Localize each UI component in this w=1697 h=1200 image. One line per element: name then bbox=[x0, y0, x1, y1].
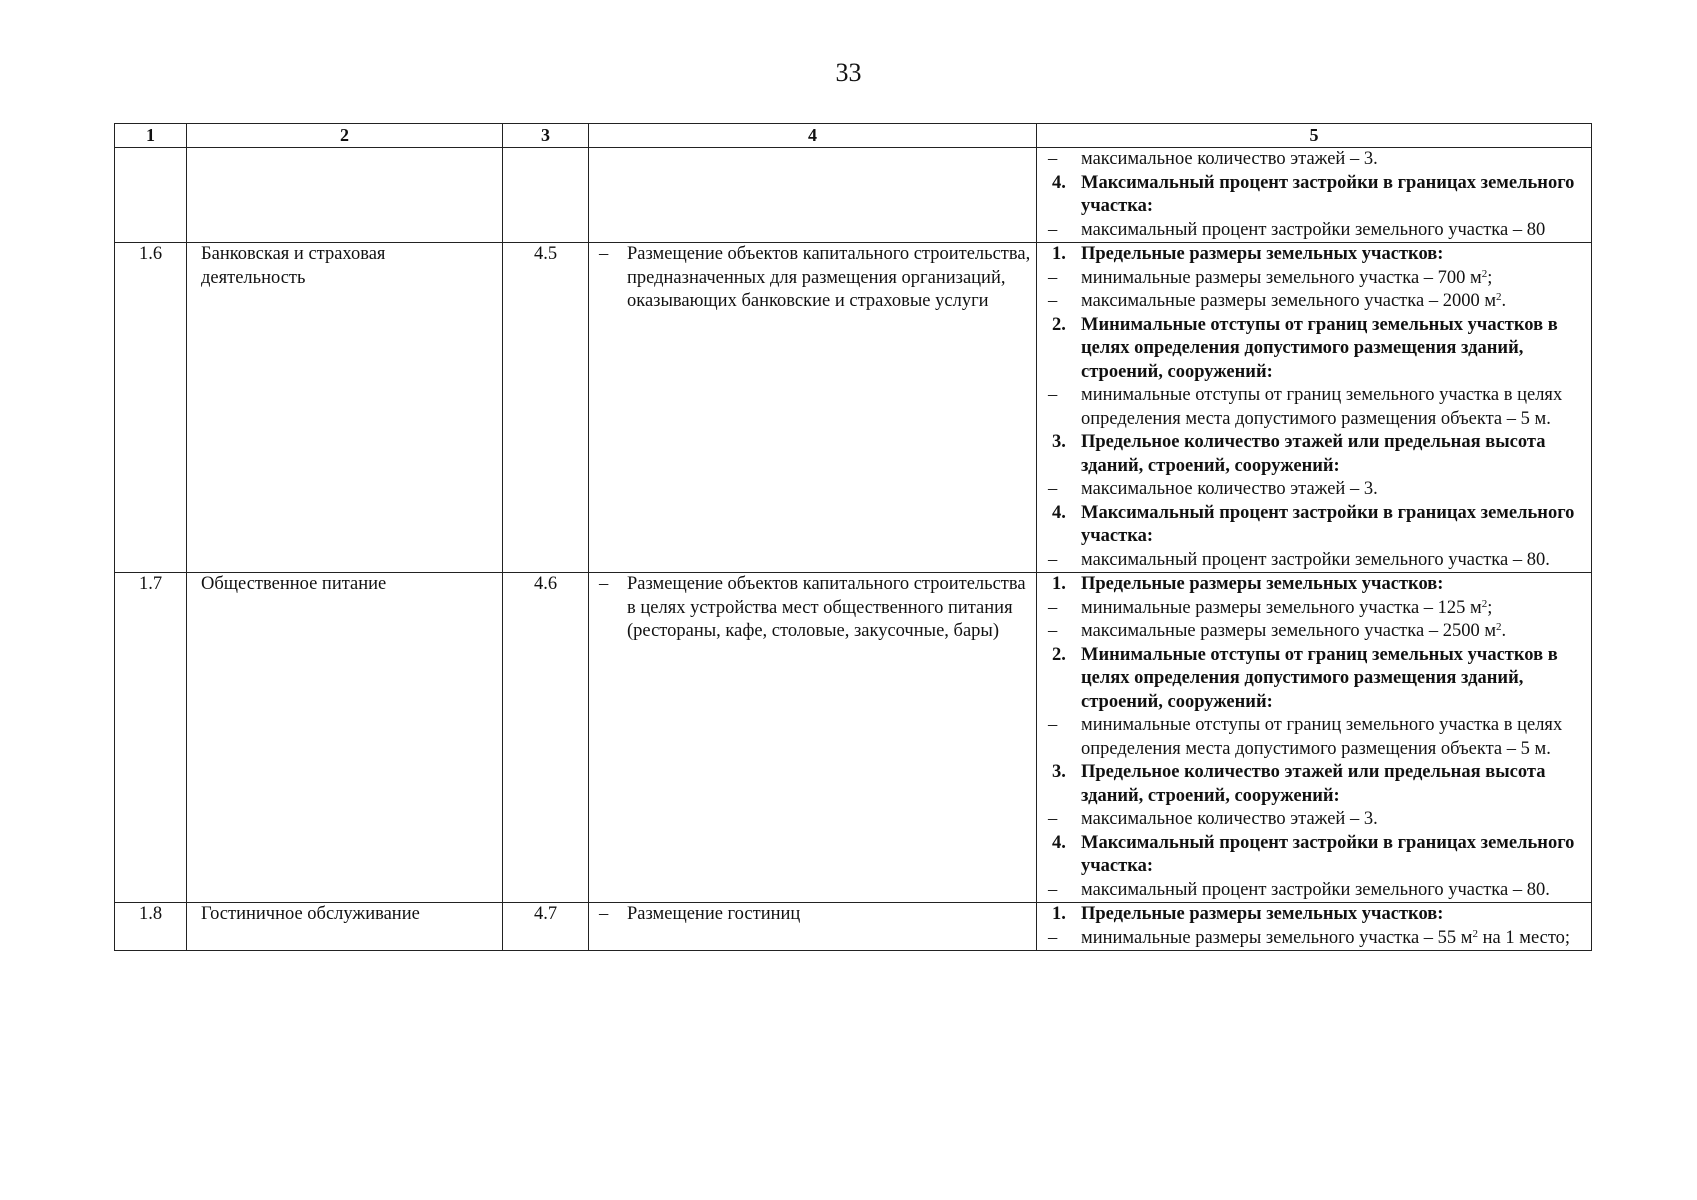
parameter-heading bbox=[1043, 243, 1583, 267]
parameter-text-main: Минимальные отступы от границ земельных участков в целях определения допустимого размещения зданий, строений, сооружений: bbox=[1081, 644, 1558, 712]
dash-marker: – bbox=[1048, 267, 1058, 288]
parameter-heading bbox=[1043, 314, 1583, 385]
parameter-text bbox=[1081, 219, 1583, 243]
dash-marker: – bbox=[599, 574, 609, 594]
use-code-cell bbox=[503, 903, 589, 951]
parameter-text bbox=[1081, 148, 1583, 172]
parameter-text-suffix: на 1 место; bbox=[1478, 927, 1571, 948]
row-number-cell bbox=[115, 903, 187, 951]
parameter-text-main: максимальное количество этажей – 3. bbox=[1081, 809, 1378, 829]
description-item bbox=[589, 573, 1036, 644]
parameter-item bbox=[1043, 808, 1583, 832]
use-name-cell bbox=[187, 148, 503, 243]
parameter-text-main: максимальное количество этажей – 3. bbox=[1081, 149, 1378, 169]
use-name: Общественное питание bbox=[201, 574, 387, 594]
column-header: 1 bbox=[115, 124, 187, 148]
table-row bbox=[115, 573, 1592, 903]
parameter-text-suffix: . bbox=[1501, 291, 1507, 311]
description-text: Размещение объектов капитального строительства в целях устройства мест общественного питания (рестораны, кафе, столовые, закусочные, бары) bbox=[627, 574, 1026, 641]
use-code: 4.6 bbox=[533, 574, 558, 594]
row-number: 1.8 bbox=[138, 904, 163, 924]
parameter-text-main: максимальный процент застройки земельного участка – 80. bbox=[1081, 549, 1550, 570]
parameter-text bbox=[1081, 620, 1583, 644]
parameter-item bbox=[1043, 267, 1583, 291]
table-row bbox=[115, 243, 1592, 573]
use-name: Банковская и страховая деятельность bbox=[201, 244, 386, 288]
parameter-text bbox=[1081, 384, 1583, 431]
superscript: 2 bbox=[1481, 597, 1488, 610]
use-name: Гостиничное обслуживание bbox=[201, 904, 420, 924]
use-name-cell bbox=[187, 573, 503, 903]
parameter-item bbox=[1043, 620, 1583, 644]
parameters-cell bbox=[1037, 148, 1592, 243]
row-number-cell bbox=[115, 243, 187, 573]
parameter-text-main: Предельные размеры земельных участков: bbox=[1081, 904, 1444, 924]
parameter-heading bbox=[1043, 832, 1583, 879]
parameter-text bbox=[1081, 714, 1583, 761]
dash-marker: – bbox=[1048, 715, 1058, 735]
parameter-item bbox=[1043, 219, 1583, 243]
heading-number: 3. bbox=[1052, 762, 1066, 782]
heading-text bbox=[1081, 314, 1583, 385]
use-code: 4.5 bbox=[533, 244, 558, 264]
heading-text bbox=[1081, 243, 1583, 267]
parameter-item bbox=[1043, 879, 1583, 903]
dash-marker: – bbox=[1048, 479, 1058, 499]
parameter-item bbox=[1043, 290, 1583, 314]
row-number: 1.6 bbox=[138, 244, 163, 264]
parameter-heading bbox=[1043, 172, 1583, 219]
dash-marker: – bbox=[1048, 809, 1058, 829]
parameter-text bbox=[1081, 808, 1583, 832]
heading-text bbox=[1081, 644, 1583, 715]
heading-number: 4. bbox=[1052, 502, 1066, 523]
parameter-text-main: Минимальные отступы от границ земельных участков в целях определения допустимого размещения зданий, строений, сооружений: bbox=[1081, 314, 1558, 382]
dash-marker: – bbox=[599, 904, 609, 924]
parameter-text-main: Максимальный процент застройки в границах земельного участка: bbox=[1081, 172, 1575, 216]
parameter-item bbox=[1043, 597, 1583, 621]
heading-text bbox=[1081, 502, 1583, 549]
parameter-text-suffix: ; bbox=[1487, 267, 1493, 288]
use-description-cell bbox=[589, 573, 1037, 903]
superscript: 2 bbox=[1496, 621, 1502, 633]
heading-number: 2. bbox=[1052, 314, 1066, 335]
superscript: 2 bbox=[1496, 291, 1502, 303]
dash-marker: – bbox=[1048, 219, 1058, 240]
description-text: Размещение гостиниц bbox=[627, 904, 801, 924]
parameter-item bbox=[1043, 714, 1583, 761]
parameter-text-main: минимальные размеры земельного участка – 125 м bbox=[1081, 597, 1482, 618]
dash-marker: – bbox=[1048, 549, 1058, 570]
dash-marker: – bbox=[1048, 597, 1058, 618]
parameter-text-main: Максимальный процент застройки в границах земельного участка: bbox=[1081, 502, 1575, 546]
parameter-text-main: максимальное количество этажей – 3. bbox=[1081, 479, 1378, 499]
use-code-cell bbox=[503, 243, 589, 573]
dash-marker: – bbox=[1048, 385, 1058, 405]
heading-text bbox=[1081, 761, 1583, 808]
parameter-text-main: Максимальный процент застройки в границах земельного участка: bbox=[1081, 832, 1575, 876]
parameter-text-main: Предельные размеры земельных участков: bbox=[1081, 244, 1444, 264]
heading-number: 1. bbox=[1052, 904, 1066, 924]
table-row bbox=[115, 903, 1592, 951]
dash-marker: – bbox=[1048, 291, 1058, 311]
row-number: 1.7 bbox=[138, 574, 163, 594]
column-header: 5 bbox=[1037, 124, 1592, 148]
parameters-cell bbox=[1037, 243, 1592, 573]
heading-number: 4. bbox=[1052, 832, 1066, 853]
parameter-text bbox=[1081, 549, 1583, 573]
use-description-cell bbox=[589, 903, 1037, 951]
parameters-cell bbox=[1037, 903, 1592, 951]
parameter-item bbox=[1043, 384, 1583, 431]
dash-marker: – bbox=[599, 244, 609, 264]
use-code-cell bbox=[503, 148, 589, 243]
heading-number: 2. bbox=[1052, 644, 1066, 665]
parameter-text-main: Предельные размеры земельных участков: bbox=[1081, 574, 1444, 594]
use-name-cell bbox=[187, 243, 503, 573]
description-item bbox=[589, 903, 1036, 927]
parameter-text-main: минимальные отступы от границ земельного участка в целях определения места допустимого размещения объекта – 5 м. bbox=[1081, 715, 1563, 759]
parameter-text bbox=[1081, 597, 1583, 621]
table-row bbox=[115, 148, 1592, 243]
dash-marker: – bbox=[1048, 621, 1058, 641]
row-number-cell bbox=[115, 148, 187, 243]
heading-text bbox=[1081, 903, 1583, 927]
zoning-table bbox=[114, 123, 1592, 951]
use-code: 4.7 bbox=[533, 904, 558, 924]
parameter-text-suffix: ; bbox=[1487, 597, 1493, 618]
heading-number: 1. bbox=[1052, 244, 1066, 264]
heading-number: 3. bbox=[1052, 432, 1066, 452]
parameter-heading bbox=[1043, 431, 1583, 478]
parameter-text-main: минимальные размеры земельного участка – 55 м bbox=[1081, 927, 1473, 948]
use-description-cell bbox=[589, 243, 1037, 573]
parameter-item bbox=[1043, 148, 1583, 172]
parameter-text bbox=[1081, 267, 1583, 291]
parameter-text-main: максимальные размеры земельного участка – 2000 м bbox=[1081, 291, 1497, 311]
parameter-heading bbox=[1043, 502, 1583, 549]
superscript: 2 bbox=[1481, 267, 1488, 280]
use-code-cell bbox=[503, 573, 589, 903]
row-number-cell bbox=[115, 573, 187, 903]
dash-marker: – bbox=[1048, 927, 1058, 948]
parameter-item bbox=[1043, 549, 1583, 573]
parameter-text bbox=[1081, 290, 1583, 314]
heading-number: 4. bbox=[1052, 172, 1066, 193]
heading-text bbox=[1081, 832, 1583, 879]
parameter-text-suffix: . bbox=[1501, 621, 1507, 641]
parameter-text-main: Предельное количество этажей или предельная высота зданий, строений, сооружений: bbox=[1081, 762, 1546, 806]
heading-text bbox=[1081, 431, 1583, 478]
superscript: 2 bbox=[1472, 927, 1478, 940]
parameter-heading bbox=[1043, 573, 1583, 597]
column-header: 4 bbox=[589, 124, 1037, 148]
parameter-item bbox=[1043, 927, 1583, 951]
column-header: 2 bbox=[187, 124, 503, 148]
parameter-text bbox=[1081, 478, 1583, 502]
parameter-text bbox=[1081, 927, 1583, 951]
parameter-text bbox=[1081, 879, 1583, 903]
heading-text bbox=[1081, 573, 1583, 597]
use-name-cell bbox=[187, 903, 503, 951]
parameter-text-main: максимальный процент застройки земельного участка – 80 bbox=[1081, 219, 1546, 240]
parameter-item bbox=[1043, 478, 1583, 502]
dash-marker: – bbox=[1048, 879, 1058, 900]
description-item bbox=[589, 243, 1036, 314]
parameter-heading bbox=[1043, 903, 1583, 927]
parameter-heading bbox=[1043, 644, 1583, 715]
table-header-row bbox=[115, 124, 1592, 148]
parameter-heading bbox=[1043, 761, 1583, 808]
description-text: Размещение объектов капитального строительства, предназначенных для размещения организаций, оказывающих банковские и страховые услуги bbox=[627, 244, 1031, 311]
use-description-cell bbox=[589, 148, 1037, 243]
parameter-text-main: Предельное количество этажей или предельная высота зданий, строений, сооружений: bbox=[1081, 432, 1546, 476]
parameter-text-main: максимальный процент застройки земельного участка – 80. bbox=[1081, 879, 1550, 900]
dash-marker: – bbox=[1048, 149, 1058, 169]
column-header: 3 bbox=[503, 124, 589, 148]
parameter-text-main: максимальные размеры земельного участка – 2500 м bbox=[1081, 621, 1497, 641]
parameter-text-main: минимальные размеры земельного участка – 700 м bbox=[1081, 267, 1482, 288]
page-number: 33 bbox=[835, 58, 862, 87]
parameters-cell bbox=[1037, 573, 1592, 903]
heading-text bbox=[1081, 172, 1583, 219]
heading-number: 1. bbox=[1052, 574, 1066, 594]
parameter-text-main: минимальные отступы от границ земельного участка в целях определения места допустимого размещения объекта – 5 м. bbox=[1081, 385, 1563, 429]
